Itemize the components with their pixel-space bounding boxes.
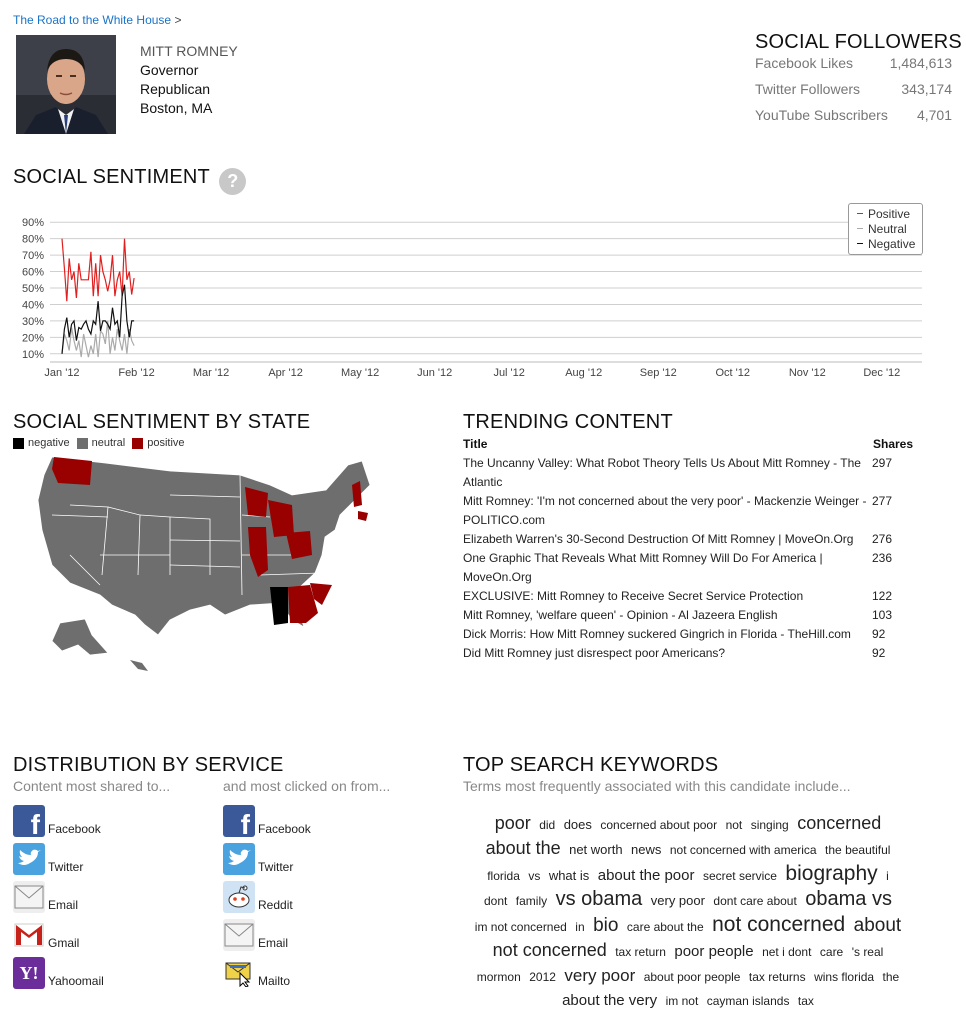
table-row: [463, 549, 918, 587]
keyword-term[interactable]: not: [725, 818, 743, 832]
state-legend: [13, 437, 192, 449]
x-tick-label: Feb '12: [118, 367, 155, 379]
trending-article-link[interactable]: Elizabeth Warren's 30-Second Destruction Of Mitt Romney | MoveOn.Org: [463, 532, 854, 546]
keyword-term[interactable]: news: [631, 842, 662, 857]
keyword-term[interactable]: net i dont: [762, 945, 812, 959]
keyword-term[interactable]: tax: [797, 994, 814, 1008]
social-sentiment-title-text: SOCIAL SENTIMENT: [13, 166, 210, 188]
twitter-followers-row: [755, 81, 952, 97]
social-sentiment-title: [13, 166, 246, 195]
keyword-term[interactable]: obama vs: [805, 888, 892, 910]
reddit-icon: [223, 881, 255, 913]
massachusetts-state: [358, 511, 368, 521]
neutral-swatch: [77, 438, 88, 449]
service-label: Twitter: [48, 860, 84, 874]
email-icon: [223, 919, 255, 951]
service-label: Reddit: [258, 898, 293, 912]
service-shared-email[interactable]: [13, 881, 78, 913]
keyword-term[interactable]: secret service: [702, 869, 777, 883]
keyword-term[interactable]: vs obama: [555, 888, 643, 910]
keywords-subtitle: Terms most frequently associated with this candidate include...: [463, 778, 851, 794]
x-tick-label: Jul '12: [493, 367, 525, 379]
neutral-label: neutral: [91, 437, 126, 449]
twitter-icon: [13, 843, 45, 875]
keyword-term[interactable]: the: [882, 970, 900, 984]
service-label: Facebook: [48, 822, 101, 836]
chart-x-ticks: [44, 367, 900, 379]
youtube-subscribers-row: [755, 107, 952, 123]
twitter-icon: [223, 843, 255, 875]
trending-article-link[interactable]: The Uncanny Valley: What Robot Theory Tells Us About Mitt Romney - The Atlantic: [463, 456, 861, 489]
candidate-name: MITT ROMNEY: [140, 43, 238, 59]
legend-item-negative[interactable]: [857, 237, 922, 252]
candidate-location: Boston, MA: [140, 100, 213, 116]
service-clicked-email[interactable]: [223, 919, 288, 951]
keyword-term[interactable]: what is: [548, 868, 590, 883]
col-shares: Shares: [873, 437, 914, 451]
legend-positive-marker: [857, 213, 863, 215]
y-tick-label: 70%: [21, 250, 44, 263]
service-label: Email: [258, 936, 289, 950]
keywords-title: TOP SEARCH KEYWORDS: [463, 754, 719, 776]
col-title: Title: [463, 437, 488, 451]
trending-title: TRENDING CONTENT: [463, 411, 673, 433]
y-tick-label: 50%: [21, 283, 44, 295]
washington-state: [52, 457, 92, 485]
chart-y-ticks: [22, 217, 44, 361]
keyword-term[interactable]: tax return: [615, 945, 666, 959]
keyword-term[interactable]: care about the: [626, 920, 704, 934]
keyword-term[interactable]: wins florida: [814, 970, 875, 984]
table-row: [463, 492, 918, 530]
chart-grid: [50, 222, 922, 362]
table-row: [463, 587, 918, 606]
x-tick-label: Oct '12: [715, 367, 751, 379]
legend-neutral-marker: [857, 228, 863, 230]
keyword-term[interactable]: the beautiful: [825, 843, 891, 857]
x-tick-label: May '12: [341, 367, 380, 379]
twitter-followers-label: Twitter Followers: [755, 81, 861, 97]
keyword-term[interactable]: biography: [785, 862, 878, 885]
keyword-term[interactable]: i: [886, 869, 889, 883]
x-tick-label: Aug '12: [565, 367, 603, 379]
keyword-term[interactable]: concerned about poor: [600, 818, 718, 832]
service-shared-facebook[interactable]: [13, 805, 101, 840]
keyword-term[interactable]: in: [575, 920, 585, 934]
candidate-title: Governor: [140, 62, 199, 78]
alabama-state: [270, 587, 288, 625]
service-label: Gmail: [48, 936, 80, 950]
trending-article-link[interactable]: Did Mitt Romney just disrespect poor Americans?: [463, 646, 726, 660]
series-line-neutral[interactable]: [62, 321, 134, 357]
trending-shares: 236: [872, 551, 893, 565]
y-tick-label: 10%: [21, 348, 44, 361]
hawaii: [130, 660, 148, 671]
trending-article-link[interactable]: Mitt Romney: 'I'm not concerned about the very poor' - Mackenzie Weinger - POLITICO.com: [463, 494, 867, 527]
table-row: [463, 530, 918, 549]
keyword-term[interactable]: concerned: [797, 813, 882, 833]
trending-shares: 92: [872, 627, 886, 641]
keyword-term[interactable]: vs: [528, 869, 541, 883]
trending-article-link[interactable]: Dick Morris: How Mitt Romney suckered Gingrich in Florida - TheHill.com: [463, 627, 851, 641]
trending-shares: 122: [872, 589, 893, 603]
keyword-term[interactable]: about poor people: [643, 970, 741, 984]
clicked-subtitle: and most clicked on from...: [223, 778, 391, 794]
keyword-term[interactable]: about: [853, 915, 902, 936]
facebook-icon: f: [223, 805, 255, 837]
trending-article-link[interactable]: Mitt Romney, 'welfare queen' - Opinion - Al Jazeera English: [463, 608, 778, 622]
keyword-term[interactable]: im not concerned: [474, 920, 567, 934]
y-tick-label: 90%: [21, 217, 44, 230]
service-label: Mailto: [258, 974, 291, 988]
youtube-subscribers-value: 4,701: [916, 107, 952, 123]
shared-subtitle: Content most shared to...: [13, 778, 171, 794]
twitter-followers-value: 343,174: [901, 81, 952, 97]
service-label: Facebook: [258, 822, 311, 836]
yahoomail-icon: Y!: [13, 957, 45, 989]
x-tick-label: Sep '12: [639, 367, 677, 379]
keyword-term[interactable]: singing: [750, 818, 789, 832]
keyword-term[interactable]: bio: [593, 915, 619, 936]
x-tick-label: Nov '12: [788, 367, 826, 379]
social-followers-title: SOCIAL FOLLOWERS: [755, 31, 962, 53]
help-icon[interactable]: ?: [219, 168, 246, 195]
breadcrumb-link[interactable]: The Road to the White House: [13, 13, 172, 27]
negative-label: negative: [28, 437, 70, 449]
keyword-term[interactable]: not concerned with america: [669, 843, 817, 857]
y-tick-label: 60%: [21, 266, 44, 279]
y-tick-label: 30%: [21, 315, 44, 328]
x-tick-label: Apr '12: [268, 367, 303, 379]
keyword-term[interactable]: mormon: [476, 970, 521, 984]
breadcrumb: [13, 13, 181, 27]
trending-shares: 297: [872, 456, 893, 470]
legend-item-neutral[interactable]: [857, 222, 922, 237]
keyword-term[interactable]: cayman islands: [706, 994, 790, 1008]
trending-shares: 103: [872, 608, 893, 622]
keyword-term[interactable]: care: [819, 945, 844, 959]
trending-table-header: [463, 437, 918, 451]
keyword-term[interactable]: very poor: [650, 893, 705, 908]
legend-item-positive[interactable]: [857, 207, 922, 222]
keyword-term[interactable]: 's real: [851, 945, 884, 959]
service-shared-twitter[interactable]: [13, 843, 83, 875]
service-shared-yahoomail[interactable]: [13, 957, 104, 989]
keyword-term[interactable]: tax returns: [748, 970, 806, 984]
breadcrumb-separator: >: [174, 13, 182, 27]
facebook-likes-value: 1,484,613: [889, 55, 952, 71]
alaska: [52, 619, 108, 655]
trending-table: [463, 454, 918, 663]
service-label: Email: [48, 898, 79, 912]
mailto-icon: [223, 957, 255, 989]
keyword-term[interactable]: im not: [665, 994, 699, 1008]
sentiment-chart: [10, 200, 945, 385]
x-tick-label: Jan '12: [44, 367, 80, 379]
legend-negative-label: Negative: [868, 237, 916, 251]
trending-shares: 276: [872, 532, 893, 546]
gmail-icon: [13, 919, 45, 951]
table-row: [463, 454, 918, 492]
trending-shares: 92: [872, 646, 886, 660]
legend-neutral-label: Neutral: [868, 222, 907, 236]
negative-swatch: [13, 438, 24, 449]
keyword-term[interactable]: poor people: [674, 943, 754, 960]
service-clicked-twitter[interactable]: [223, 843, 293, 875]
legend-positive-label: Positive: [868, 207, 911, 221]
sentiment-legend: [848, 203, 923, 255]
keyword-term[interactable]: did: [539, 818, 556, 832]
positive-swatch: [132, 438, 143, 449]
candidate-party: Republican: [140, 81, 211, 97]
x-tick-label: Mar '12: [192, 367, 230, 379]
email-icon: [13, 881, 45, 913]
candidate-info: [140, 42, 238, 118]
y-tick-label: 20%: [21, 332, 44, 345]
keyword-term[interactable]: very poor: [564, 966, 636, 985]
y-tick-label: 80%: [21, 233, 44, 246]
service-label: Twitter: [258, 860, 294, 874]
service-clicked-mailto[interactable]: [223, 957, 290, 989]
table-row: [463, 606, 918, 625]
keyword-term[interactable]: dont care about: [713, 894, 797, 908]
keyword-term[interactable]: poor: [494, 813, 531, 833]
facebook-icon: f: [13, 805, 45, 837]
keyword-cloud: [470, 812, 906, 1013]
table-row: [463, 644, 918, 663]
youtube-subscribers-label: YouTube Subscribers: [755, 107, 888, 123]
trending-article-link[interactable]: One Graphic That Reveals What Mitt Romney Will Do For America | MoveOn.Org: [463, 551, 823, 584]
keyword-term[interactable]: about the poor: [597, 867, 695, 884]
keyword-term[interactable]: does: [563, 817, 592, 832]
keyword-term[interactable]: family: [515, 894, 548, 908]
positive-label: positive: [147, 437, 185, 449]
chart-series: [62, 239, 134, 357]
trending-article-link[interactable]: EXCLUSIVE: Mitt Romney to Receive Secret Service Protection: [463, 589, 804, 603]
keyword-term[interactable]: 2012: [529, 970, 556, 984]
keyword-term[interactable]: about the very: [562, 992, 658, 1009]
keyword-term[interactable]: not concerned: [492, 940, 607, 960]
distribution-title: DISTRIBUTION BY SERVICE: [13, 754, 284, 776]
keyword-term[interactable]: not concerned: [712, 913, 846, 936]
y-tick-label: 40%: [21, 299, 44, 312]
legend-negative-marker: [857, 243, 863, 245]
table-row: [463, 625, 918, 644]
keyword-term[interactable]: about the: [485, 838, 561, 858]
facebook-likes-label: Facebook Likes: [755, 55, 854, 71]
facebook-likes-row: [755, 55, 952, 71]
x-tick-label: Jun '12: [417, 367, 453, 379]
service-clicked-reddit[interactable]: [223, 881, 293, 913]
us-state-map: [30, 455, 375, 680]
x-tick-label: Dec '12: [863, 367, 901, 379]
keyword-term[interactable]: dont: [483, 894, 508, 908]
keyword-term[interactable]: net worth: [569, 842, 623, 857]
service-label: Yahoomail: [48, 974, 104, 988]
candidate-photo: [16, 35, 116, 134]
trending-shares: 277: [872, 494, 893, 508]
service-clicked-facebook[interactable]: [223, 805, 311, 840]
keyword-term[interactable]: florida: [487, 869, 520, 883]
service-shared-gmail[interactable]: [13, 919, 79, 951]
state-sentiment-title: SOCIAL SENTIMENT BY STATE: [13, 411, 311, 433]
